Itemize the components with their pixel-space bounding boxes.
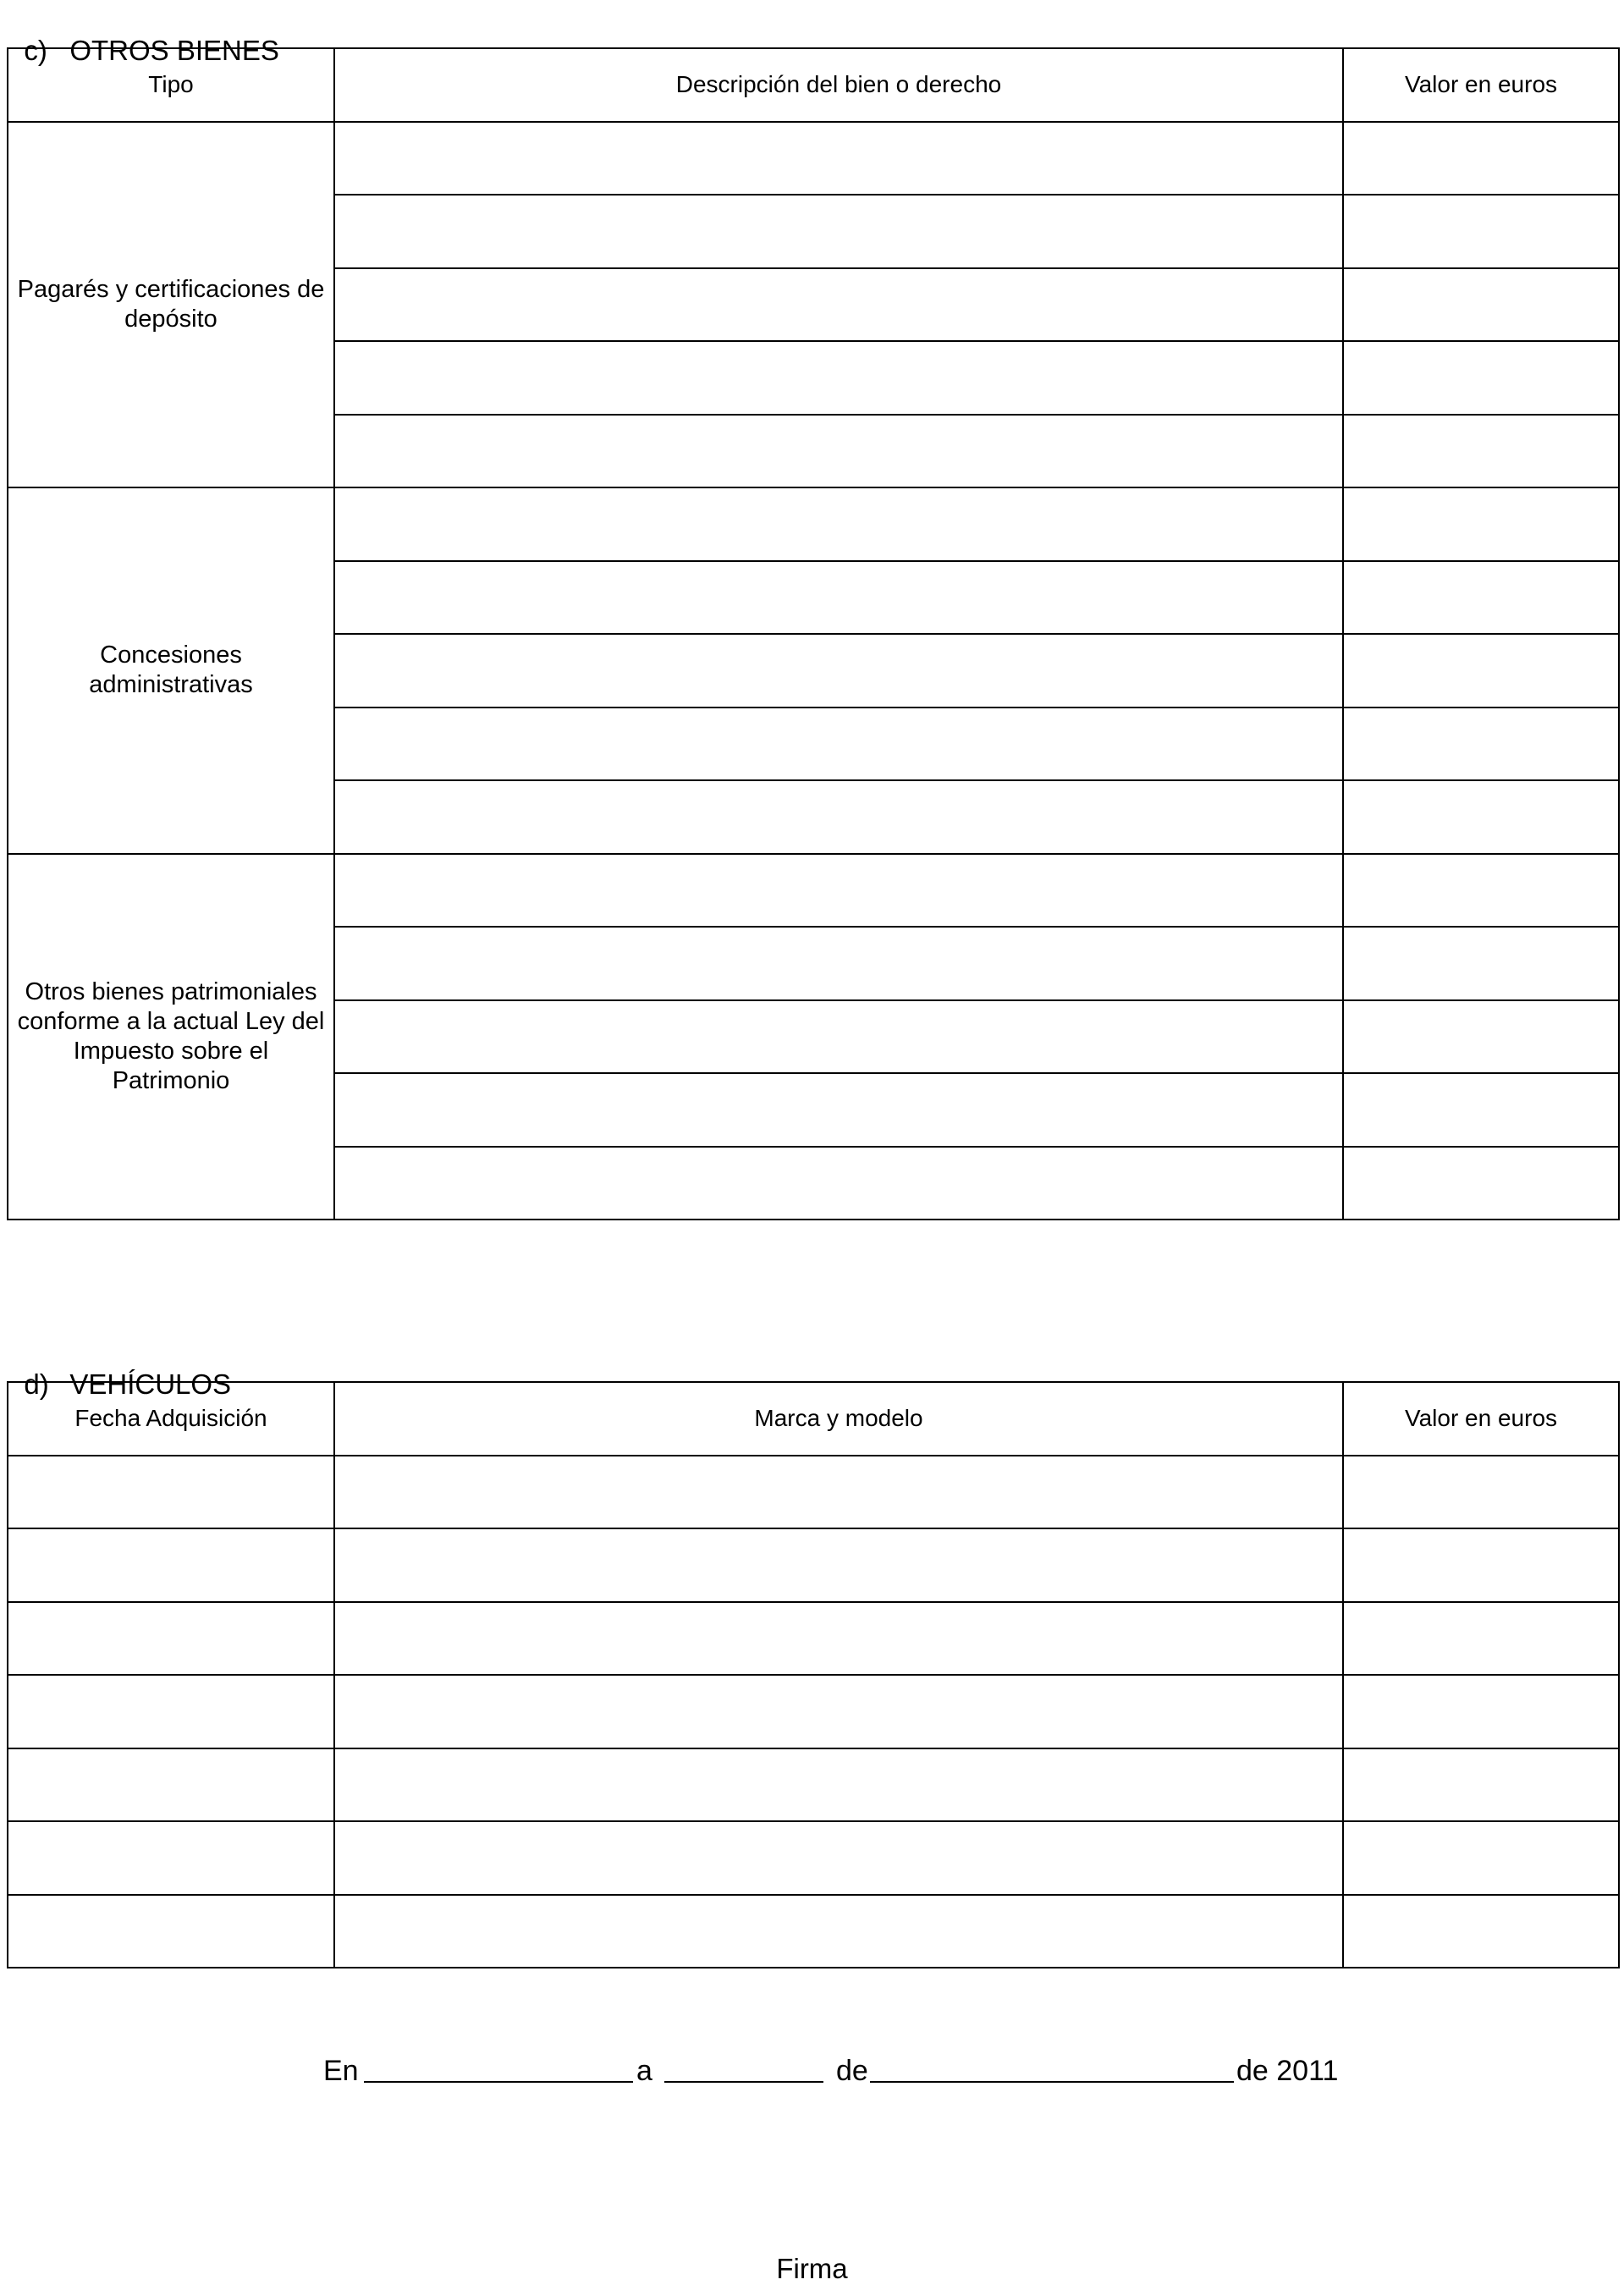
day-blank[interactable] — [664, 2052, 823, 2083]
valor-cell[interactable] — [1343, 1748, 1619, 1822]
descripcion-cell[interactable] — [334, 561, 1343, 635]
table-row — [8, 1821, 1619, 1895]
marca-modelo-cell[interactable] — [334, 1456, 1343, 1529]
marca-modelo-cell[interactable] — [334, 1528, 1343, 1602]
fecha-cell[interactable] — [8, 1748, 334, 1822]
header-valor: Valor en euros — [1343, 1382, 1619, 1456]
valor-cell[interactable] — [1343, 122, 1619, 195]
marca-modelo-cell[interactable] — [334, 1821, 1343, 1895]
table-header-row — [8, 1382, 1619, 1456]
valor-cell[interactable] — [1343, 1895, 1619, 1968]
date-de: de — [836, 2055, 868, 2087]
valor-cell[interactable] — [1343, 1821, 1619, 1895]
valor-cell[interactable] — [1343, 1602, 1619, 1676]
table-row — [8, 1748, 1619, 1822]
fecha-cell[interactable] — [8, 1895, 334, 1968]
descripcion-cell[interactable] — [334, 122, 1343, 195]
month-blank[interactable] — [870, 2052, 1234, 2083]
table-row — [8, 1895, 1619, 1968]
descripcion-cell[interactable] — [334, 708, 1343, 781]
header-valor: Valor en euros — [1343, 48, 1619, 122]
descripcion-cell[interactable] — [334, 487, 1343, 561]
descripcion-cell[interactable] — [334, 415, 1343, 488]
table-row — [8, 1528, 1619, 1602]
valor-cell[interactable] — [1343, 1456, 1619, 1529]
vehiculos-table — [7, 1381, 1620, 1968]
descripcion-cell[interactable] — [334, 268, 1343, 342]
tipo-cell: Concesiones administrativas — [8, 487, 334, 854]
header-descripcion: Descripción del bien o derecho — [334, 48, 1343, 122]
valor-cell[interactable] — [1343, 561, 1619, 635]
section-d-heading: VEHÍCULOS — [69, 1368, 232, 1400]
date-prefix: En — [323, 2055, 359, 2087]
table-row — [8, 487, 1619, 561]
valor-cell[interactable] — [1343, 1000, 1619, 1074]
table-row — [8, 122, 1619, 195]
descripcion-cell[interactable] — [334, 1147, 1343, 1220]
marca-modelo-cell[interactable] — [334, 1895, 1343, 1968]
header-marca-modelo: Marca y modelo — [334, 1382, 1343, 1456]
table-row — [8, 854, 1619, 928]
valor-cell[interactable] — [1343, 487, 1619, 561]
descripcion-cell[interactable] — [334, 1073, 1343, 1147]
valor-cell[interactable] — [1343, 1073, 1619, 1147]
date-suffix: de 2011 — [1236, 2055, 1339, 2087]
section-c-letter: c) — [24, 35, 47, 66]
tipo-cell: Pagarés y certificaciones de depósito — [8, 122, 334, 488]
descripcion-cell[interactable] — [334, 341, 1343, 415]
table-row — [8, 1602, 1619, 1676]
valor-cell[interactable] — [1343, 1147, 1619, 1220]
firma-label: Firma — [776, 2253, 848, 2284]
fecha-cell[interactable] — [8, 1602, 334, 1676]
valor-cell[interactable] — [1343, 927, 1619, 1000]
valor-cell[interactable] — [1343, 268, 1619, 342]
valor-cell[interactable] — [1343, 854, 1619, 928]
valor-cell[interactable] — [1343, 415, 1619, 488]
descripcion-cell[interactable] — [334, 927, 1343, 1000]
table-row — [8, 1675, 1619, 1748]
tipo-cell: Otros bienes patrimoniales conforme a la actual Ley del Impuesto sobre el Patrimonio — [8, 854, 334, 1220]
valor-cell[interactable] — [1343, 780, 1619, 854]
marca-modelo-cell[interactable] — [334, 1748, 1343, 1822]
valor-cell[interactable] — [1343, 1675, 1619, 1748]
valor-cell[interactable] — [1343, 341, 1619, 415]
fecha-cell[interactable] — [8, 1528, 334, 1602]
descripcion-cell[interactable] — [334, 195, 1343, 268]
header-tipo: Tipo — [8, 48, 334, 122]
table-row — [8, 1456, 1619, 1529]
valor-cell[interactable] — [1343, 195, 1619, 268]
descripcion-cell[interactable] — [334, 780, 1343, 854]
section-d-letter: d) — [24, 1368, 49, 1400]
section-c-heading: OTROS BIENES — [69, 35, 279, 66]
valor-cell[interactable] — [1343, 1528, 1619, 1602]
descripcion-cell[interactable] — [334, 854, 1343, 928]
fecha-cell[interactable] — [8, 1821, 334, 1895]
place-blank[interactable] — [364, 2052, 633, 2083]
valor-cell[interactable] — [1343, 708, 1619, 781]
descripcion-cell[interactable] — [334, 1000, 1343, 1074]
table-header-row — [8, 48, 1619, 122]
valor-cell[interactable] — [1343, 634, 1619, 708]
fecha-cell[interactable] — [8, 1675, 334, 1748]
header-fecha-adquisicion: Fecha Adquisición — [8, 1382, 334, 1456]
fecha-cell[interactable] — [8, 1456, 334, 1529]
descripcion-cell[interactable] — [334, 634, 1343, 708]
date-a: a — [636, 2055, 652, 2087]
otros-bienes-table — [7, 47, 1620, 1220]
marca-modelo-cell[interactable] — [334, 1602, 1343, 1676]
marca-modelo-cell[interactable] — [334, 1675, 1343, 1748]
